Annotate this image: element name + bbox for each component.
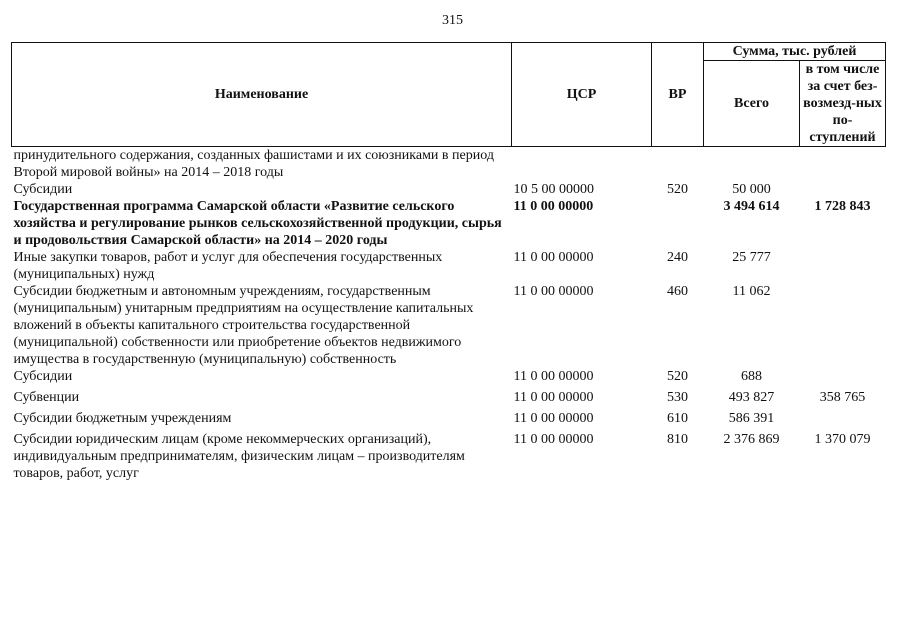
row-vr: 520: [667, 182, 688, 197]
budget-table: [11, 42, 886, 482]
row-name: принудительного содержания, созданных фашистами и их союзниками в период Второй мировой войны» на 2014 – 2018 годы: [13, 148, 494, 180]
row-total: 50 000: [732, 182, 771, 197]
table-row: [12, 181, 886, 198]
row-total: 3 494 614: [723, 199, 780, 214]
row-name: Иные закупки товаров, работ и услуг для обеспечения государственных (муниципальных) нужд: [13, 250, 443, 282]
row-free: [800, 283, 886, 368]
table-row: [12, 406, 886, 427]
row-name: Субсидии юридическим лицам (кроме некоммерческих организаций), индивидуальным предпринимателям, физическим лицам – производителям товаров, работ, услуг: [13, 432, 465, 481]
row-csr: 11 0 00 00000: [513, 432, 594, 447]
row-csr: 11 0 00 00000: [513, 390, 594, 405]
row-total: 11 062: [732, 284, 771, 299]
table-row: [12, 385, 886, 406]
row-free: [800, 181, 886, 198]
row-csr: 11 0 00 00000: [513, 369, 594, 384]
row-csr: 10 5 00 00000: [513, 182, 594, 197]
row-free: 1 728 843: [814, 199, 871, 214]
row-csr: 11 0 00 00000: [513, 199, 594, 214]
table-row: [12, 427, 886, 482]
table-row: [12, 249, 886, 283]
row-free: [800, 406, 886, 427]
header-csr: ЦСР: [512, 43, 652, 147]
row-vr: 520: [667, 369, 688, 384]
row-total: 2 376 869: [723, 432, 780, 447]
row-vr: [652, 147, 704, 182]
row-total: 688: [741, 369, 762, 384]
page-number: 315: [442, 13, 463, 28]
table-row: [12, 198, 886, 249]
row-free: [800, 249, 886, 283]
row-csr: [512, 147, 652, 182]
header-name: Наименование: [12, 43, 512, 147]
row-name: Субсидии: [13, 182, 73, 197]
row-vr: 460: [667, 284, 688, 299]
table-header: [12, 43, 886, 147]
row-free: 358 765: [819, 390, 866, 405]
row-total: [704, 147, 800, 182]
row-total: 493 827: [728, 390, 775, 405]
header-vr: ВР: [652, 43, 704, 147]
table-row: [12, 368, 886, 385]
row-name: Субвенции: [13, 390, 80, 405]
row-vr: 530: [667, 390, 688, 405]
row-free: 1 370 079: [814, 432, 871, 447]
table-body: [12, 147, 886, 483]
table-row: [12, 147, 886, 182]
header-total: Всего: [704, 61, 800, 147]
header-sum: Сумма, тыс. рублей: [704, 43, 886, 61]
row-vr: 240: [667, 250, 688, 265]
header-incl-free: в том числе за счет без-возмезд-ных по-ступлений: [800, 61, 886, 147]
row-name: Субсидии: [13, 369, 73, 384]
row-name: Субсидии бюджетным учреждениям: [13, 411, 232, 426]
table-row: [12, 283, 886, 368]
row-csr: 11 0 00 00000: [513, 250, 594, 265]
row-csr: 11 0 00 00000: [513, 411, 594, 426]
row-csr: 11 0 00 00000: [513, 284, 594, 299]
row-name: Государственная программа Самарской области «Развитие сельского хозяйства и регулирование рынков сельскохозяйственной продукции, сырья и продовольствия Самарской области» на 2014 – 2020 годы: [13, 199, 502, 248]
row-total: 586 391: [728, 411, 775, 426]
row-free: [800, 368, 886, 385]
row-vr: 810: [667, 432, 688, 447]
row-total: 25 777: [732, 250, 771, 265]
row-vr: 610: [667, 411, 688, 426]
row-name: Субсидии бюджетным и автономным учреждениям, государственным (муниципальным) унитарным предприятиям на осуществление капитальных вложений в объекты капитального строительства государственной (муниципальной) собственности или приобретение объектов недвижимого имущества в государственную (муниципальную) собственность: [13, 284, 474, 367]
row-free: [800, 147, 886, 182]
row-vr: [652, 198, 704, 249]
